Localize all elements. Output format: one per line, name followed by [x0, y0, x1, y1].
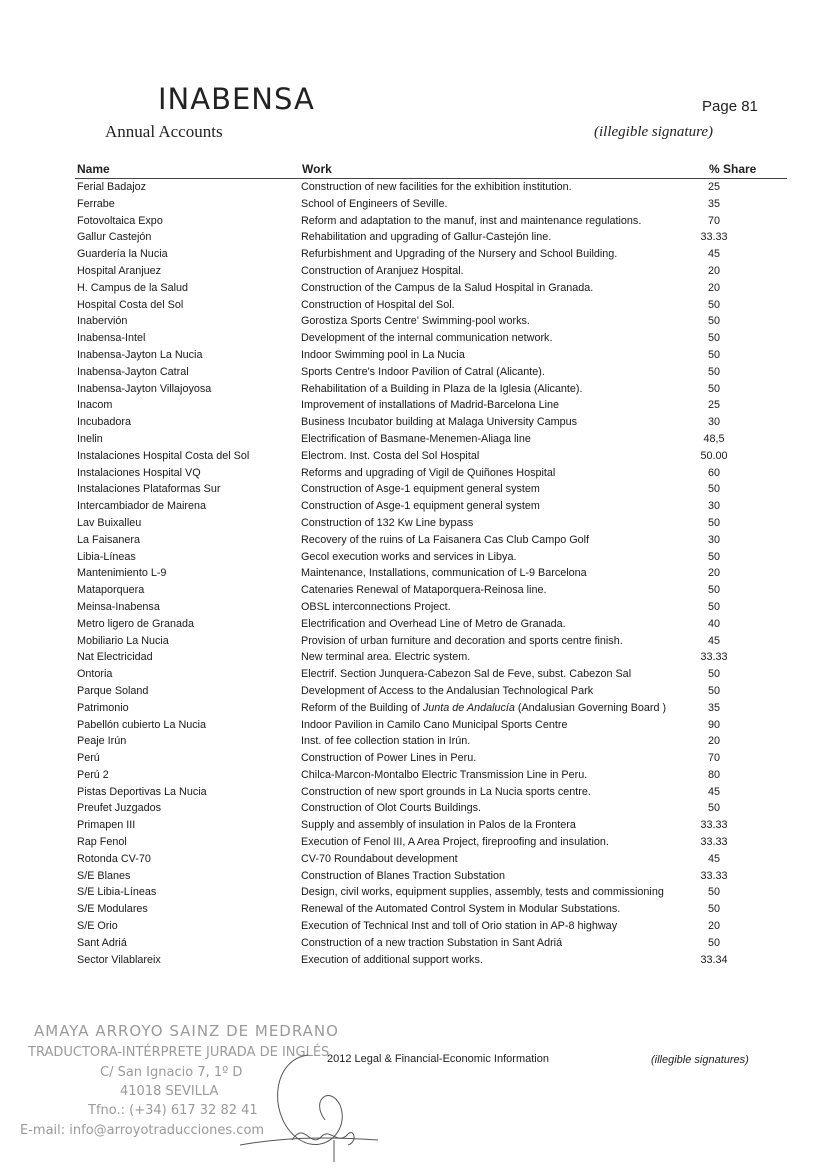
row-work: Rehabilitation and upgrading of Gallur-Castejón line. — [301, 231, 552, 244]
table-row — [0, 246, 830, 263]
row-share: 33.33 — [700, 819, 728, 832]
table-row — [0, 498, 830, 515]
stamp-line-address: C/ San Ignacio 7, 1º D — [100, 1065, 243, 1080]
table-row — [0, 717, 830, 734]
row-work: Electrif. Section Junquera-Cabezon Sal de Feve, subst. Cabezon Sal — [301, 668, 632, 681]
stamp-line-city: 41018 SEVILLA — [120, 1084, 219, 1099]
table-row — [0, 834, 830, 851]
row-name: Mataporquera — [77, 584, 145, 597]
table-row — [0, 649, 830, 666]
row-name: Incubadora — [77, 416, 132, 429]
row-name: Preufet Juzgados — [77, 802, 162, 815]
row-name: Ferial Badajoz — [77, 181, 147, 193]
row-work: Construction of Asge-1 equipment general system — [301, 500, 540, 513]
row-name: Mobiliario La Nucia — [77, 634, 169, 647]
row-share: 25 — [707, 399, 720, 412]
row-share: 45 — [707, 248, 720, 261]
row-name: Perú 2 — [77, 768, 109, 781]
row-share: 20 — [707, 567, 720, 580]
row-name: Parque Soland — [77, 684, 149, 697]
row-work: Reform and adaptation to the manuf, inst and maintenance regulations. — [301, 214, 642, 227]
table-row — [0, 263, 830, 280]
table-row — [0, 616, 830, 633]
row-name: H. Campus de la Salud — [77, 281, 189, 294]
row-work: Reforms and upgrading of Vigil de Quiñones Hospital — [301, 466, 556, 479]
row-share: 50 — [707, 348, 720, 361]
footer-signature-note: (illegible signatures) — [651, 1054, 749, 1066]
row-name: Inacom — [77, 399, 113, 412]
row-name: Gallur Castejón — [77, 231, 152, 244]
row-work: Sports Centre's Indoor Pavilion of Catral (Alicante). — [301, 365, 545, 378]
row-share: 50 — [707, 382, 720, 395]
row-name: Rotonda CV-70 — [77, 852, 151, 865]
row-name: Nat Electricidad — [77, 651, 153, 664]
row-share: 50 — [707, 600, 720, 613]
row-work: Construction of new facilities for the exhibition institution. — [301, 181, 572, 193]
row-name: S/E Libia-Líneas — [77, 886, 157, 899]
row-name: Inabensa-Jayton Villajoyosa — [77, 382, 212, 395]
table-row — [0, 935, 830, 952]
row-work: Catenaries Renewal of Mataporquera-Reinosa line. — [301, 584, 547, 597]
row-name: S/E Blanes — [77, 869, 131, 882]
row-share: 33.34 — [700, 953, 728, 966]
table-row — [0, 901, 830, 918]
table-row — [0, 750, 830, 767]
row-share: 50 — [707, 516, 720, 529]
row-share: 30 — [707, 416, 720, 429]
row-share: 35 — [707, 197, 720, 210]
row-work: Execution of Technical Inst and toll of Orio station in AP-8 highway — [301, 920, 618, 933]
row-name: Metro ligero de Granada — [77, 617, 195, 630]
row-work: Maintenance, Installations, communication of L-9 Barcelona — [301, 567, 587, 580]
row-name: Inabensa-Jayton Catral — [77, 365, 189, 378]
row-work: Recovery of the ruins of La Faisanera Cas Club Campo Golf — [301, 533, 590, 546]
row-name: Primapen III — [77, 819, 136, 832]
table-row — [0, 700, 830, 717]
table-row — [0, 549, 830, 566]
column-header-work: Work — [302, 162, 332, 176]
table-row — [0, 800, 830, 817]
table-row — [0, 280, 830, 297]
row-work: Construction of Olot Courts Buildings. — [301, 802, 482, 815]
row-name: Libia-Líneas — [77, 550, 136, 563]
row-work: New terminal area. Electric system. — [301, 651, 471, 664]
table-row — [0, 666, 830, 683]
row-name: Rap Fenol — [77, 836, 127, 849]
row-share: 50 — [707, 684, 720, 697]
row-name: Inabervión — [77, 315, 128, 328]
row-share: 33.33 — [700, 651, 728, 664]
table-row — [0, 381, 830, 398]
row-share: 50 — [707, 802, 720, 815]
table-row — [0, 229, 830, 246]
table-row — [0, 213, 830, 230]
row-work: Execution of Fenol III, A Area Project, fireproofing and insulation. — [301, 836, 609, 849]
stamp-line-phone: Tfno.: (+34) 617 32 82 41 — [88, 1103, 258, 1118]
row-work: OBSL interconnections Project. — [301, 600, 451, 613]
row-work: Gecol execution works and services in Libya. — [301, 550, 517, 563]
row-work: Refurbishment and Upgrading of the Nursery and School Building. — [301, 248, 618, 261]
table-row — [0, 952, 830, 969]
row-name: Intercambiador de Mairena — [77, 500, 207, 513]
row-share: 20 — [707, 264, 720, 277]
table-row — [0, 884, 830, 901]
row-share: 50.00 — [700, 449, 728, 462]
row-name: Guardería la Nucia — [77, 248, 168, 261]
row-work: Business Incubator building at Malaga University Campus — [301, 416, 578, 429]
table-row — [0, 364, 830, 381]
row-work: CV-70 Roundabout development — [301, 852, 458, 865]
row-work: Rehabilitation of a Building in Plaza de la Iglesia (Alicante). — [301, 382, 583, 395]
table-row — [0, 851, 830, 868]
table-row — [0, 633, 830, 650]
row-work: Construction of Aranjuez Hospital. — [301, 264, 464, 277]
stamp-line-title: TRADUCTORA-INTÉRPRETE JURADA DE INGLÉS — [28, 1045, 330, 1060]
row-name: Peaje Irún — [77, 735, 127, 748]
row-share: 50 — [707, 936, 720, 949]
table-row — [0, 431, 830, 448]
table-row — [0, 313, 830, 330]
row-work: Construction of new sport grounds in La Nucia sports centre. — [301, 785, 591, 798]
table-row — [0, 767, 830, 784]
row-share: 50 — [707, 668, 720, 681]
row-share: 90 — [707, 718, 720, 731]
column-header-name: Name — [77, 162, 110, 176]
row-share: 70 — [707, 214, 720, 227]
row-share: 20 — [707, 735, 720, 748]
row-share: 35 — [707, 701, 720, 714]
row-name: Pistas Deportivas La Nucia — [77, 785, 207, 798]
row-share: 50 — [707, 903, 720, 916]
table-row — [0, 733, 830, 750]
row-share: 25 — [707, 181, 720, 193]
row-name: Inabensa-Jayton La Nucia — [77, 348, 203, 361]
row-name: Sant Adriá — [77, 936, 127, 949]
row-share: 40 — [707, 617, 720, 630]
table-row — [0, 868, 830, 885]
row-name: Inabensa-Intel — [77, 332, 146, 345]
row-work: Electrification of Basmane-Menemen-Aliaga line — [301, 432, 531, 445]
row-work: School of Engineers of Seville. — [301, 197, 448, 210]
signature-note: (illegible signature) — [594, 124, 714, 140]
row-name: La Faisanera — [77, 533, 141, 546]
row-work: Chilca-Marcon-Montalbo Electric Transmission Line in Peru. — [301, 768, 588, 781]
row-name: S/E Orio — [77, 920, 118, 933]
row-name: Ontoria — [77, 668, 113, 681]
row-work: Electrification and Overhead Line of Metro de Granada. — [301, 617, 566, 630]
row-work: Construction of a new traction Substation in Sant Adriá — [301, 936, 563, 949]
row-work: Construction of Hospital del Sol. — [301, 298, 455, 311]
document-subtitle: Annual Accounts — [105, 122, 223, 141]
table-row — [0, 347, 830, 364]
row-share: 50 — [707, 315, 720, 328]
row-share: 50 — [707, 483, 720, 496]
row-work: Construction of 132 Kw Line bypass — [301, 516, 474, 529]
row-share: 50 — [707, 550, 720, 563]
row-work: Development of the internal communication network. — [301, 332, 553, 345]
row-share: 33.33 — [700, 836, 728, 849]
page-number: Page 81 — [702, 98, 758, 115]
row-work: Construction of the Campus de la Salud Hospital in Granada. — [301, 281, 594, 294]
handwritten-signature — [230, 1050, 380, 1165]
row-work: Construction of Asge-1 equipment general system — [301, 483, 540, 496]
row-name: Meinsa-Inabensa — [77, 600, 160, 613]
table-row — [0, 179, 830, 196]
row-share: 45 — [707, 634, 720, 647]
row-share: 70 — [707, 752, 720, 765]
footer-info: 2012 Legal & Financial-Economic Information — [327, 1053, 549, 1065]
table-row — [0, 465, 830, 482]
row-name: Hospital Aranjuez — [77, 264, 162, 277]
stamp-line-email: E-mail: info@arroyotraducciones.com — [20, 1123, 265, 1138]
table-row — [0, 330, 830, 347]
row-name: Patrimonio — [77, 701, 129, 714]
stamp-line-name: AMAYA ARROYO SAINZ DE MEDRANO — [34, 1022, 339, 1040]
row-work: Design, civil works, equipment supplies, assembly, tests and commissioning — [301, 886, 664, 899]
column-header-share: % Share — [709, 162, 757, 176]
row-name: Ferrabe — [77, 197, 115, 210]
row-work: Supply and assembly of insulation in Palos de la Frontera — [301, 819, 576, 832]
row-share: 60 — [707, 466, 720, 479]
row-work: Development of Access to the Andalusian Technological Park — [301, 684, 594, 697]
row-work: Renewal of the Automated Control System in Modular Substations. — [301, 903, 621, 916]
company-logo: INABENSA — [158, 82, 315, 116]
row-share: 33.33 — [700, 869, 728, 882]
row-name: Lav Buixalleu — [77, 516, 142, 529]
row-work: Execution of additional support works. — [301, 953, 483, 966]
row-share: 50 — [707, 886, 720, 899]
row-share: 50 — [707, 298, 720, 311]
row-work: Improvement of installations of Madrid-Barcelona Line — [301, 399, 560, 412]
row-name: Sector Vilablareix — [77, 953, 161, 966]
row-work: Indoor Pavilion in Camilo Cano Municipal Sports Centre — [301, 718, 568, 731]
row-name: Instalaciones Hospital VQ — [77, 466, 201, 479]
table-body — [0, 179, 830, 968]
table-row — [0, 481, 830, 498]
row-share: 50 — [707, 365, 720, 378]
table-row — [0, 397, 830, 414]
row-work: Construction of Blanes Traction Substation — [301, 869, 506, 882]
row-name: Pabellón cubierto La Nucia — [77, 718, 207, 731]
row-work: Provision of urban furniture and decoration and sports centre finish. — [301, 634, 623, 647]
row-work: Gorostiza Sports Centre' Swimming-pool works. — [301, 315, 530, 328]
table-row — [0, 784, 830, 801]
table-row — [0, 582, 830, 599]
table-row — [0, 297, 830, 314]
row-name: Mantenimiento L-9 — [77, 567, 167, 580]
table-row — [0, 515, 830, 532]
row-name: Perú — [77, 752, 100, 765]
row-name: Fotovoltaica Expo — [77, 214, 163, 227]
row-share: 45 — [707, 852, 720, 865]
row-name: S/E Modulares — [77, 903, 148, 916]
row-name: Inelin — [77, 432, 103, 445]
row-work: Construction of Power Lines in Peru. — [301, 752, 477, 765]
table-row — [0, 196, 830, 213]
row-share: 30 — [707, 500, 720, 513]
table-row — [0, 448, 830, 465]
table-row — [0, 565, 830, 582]
table-row — [0, 599, 830, 616]
row-share: 80 — [707, 768, 720, 781]
row-share: 20 — [707, 281, 720, 294]
row-share: 33.33 — [700, 231, 728, 244]
table-row — [0, 918, 830, 935]
row-name: Instalaciones Hospital Costa del Sol — [77, 449, 250, 462]
row-work: Reform of the Building of Junta de Andalucía (Andalusian Governing Board ) — [301, 701, 667, 714]
row-share: 45 — [707, 785, 720, 798]
row-share: 50 — [707, 332, 720, 345]
row-share: 30 — [707, 533, 720, 546]
row-name: Hospital Costa del Sol — [77, 298, 184, 311]
row-name: Instalaciones Plataformas Sur — [77, 483, 221, 496]
row-work: Electrom. Inst. Costa del Sol Hospital — [301, 449, 480, 462]
row-work: Indoor Swimming pool in La Nucia — [301, 348, 465, 361]
row-share: 20 — [707, 920, 720, 933]
row-work: Inst. of fee collection station in Irún. — [301, 735, 471, 748]
table-row — [0, 817, 830, 834]
table-row — [0, 532, 830, 549]
table-row — [0, 683, 830, 700]
row-share: 48,5 — [703, 432, 725, 445]
row-share: 50 — [707, 584, 720, 597]
table-row — [0, 414, 830, 431]
